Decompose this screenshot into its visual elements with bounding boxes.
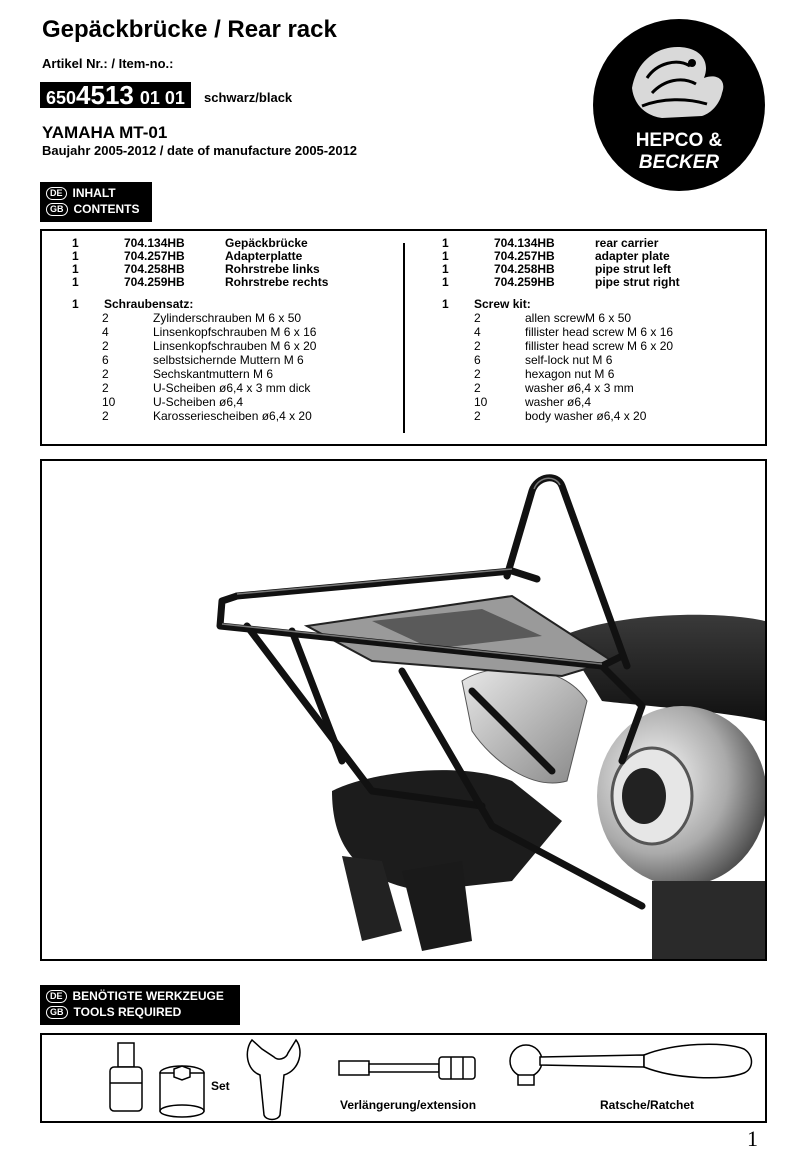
item-number-main: 4513 [76, 80, 134, 110]
part-row: 1 704.134HB rear carrier [442, 236, 659, 250]
part-row: 1 704.259HB Rohrstrebe rechts [72, 275, 329, 289]
extension-label: Verlängerung/extension [340, 1098, 477, 1112]
screw-row: 2 Linsenkopfschrauben M 6 x 20 [102, 339, 317, 353]
screw-row: 2 Zylinderschrauben M 6 x 50 [102, 311, 302, 325]
part-row: 1 704.258HB pipe strut left [442, 262, 672, 276]
contents-de-column [72, 237, 392, 423]
tools-de-heading: BENÖTIGTE WERKZEUGE [72, 989, 224, 1003]
item-number-label: Artikel Nr.: / Item-no.: [42, 56, 174, 71]
manufacture-year: Baujahr 2005-2012 / date of manufacture 2005-2012 [42, 143, 358, 158]
tools-section-bar [40, 985, 240, 1025]
ratchet-icon [504, 1039, 754, 1089]
page-title: Gepäckbrücke / Rear rack [42, 16, 337, 43]
screw-row: 2 washer ø6,4 x 3 mm [474, 381, 634, 395]
tools-gb-heading: TOOLS REQUIRED [73, 1005, 182, 1019]
screw-row: 10 U-Scheiben ø6,4 [102, 395, 244, 409]
logo-line2: BECKER [638, 152, 720, 173]
screw-row: 4 fillister head screw M 6 x 16 [474, 325, 674, 339]
brand-logo [592, 18, 766, 192]
gb-flag: GB [46, 203, 68, 216]
contents-de-heading: INHALT [72, 186, 116, 200]
item-number-prefix: 650 [46, 88, 77, 108]
wrench-icon [242, 1035, 312, 1123]
part-row: 1 704.134HB Gepäckbrücke [72, 236, 308, 250]
item-number-suffix: 01 01 [139, 88, 185, 108]
screw-row: 2 Sechskantmuttern M 6 [102, 367, 274, 381]
tools-box [40, 1033, 767, 1123]
set-label: Set [211, 1079, 230, 1093]
part-row: 1 704.258HB Rohrstrebe links [72, 262, 320, 276]
screw-row: 2 U-Scheiben ø6,4 x 3 mm dick [102, 381, 311, 395]
extension-bar-icon [337, 1049, 487, 1089]
part-row: 1 704.257HB adapter plate [442, 249, 670, 263]
part-row: 1 704.259HB pipe strut right [442, 275, 680, 289]
contents-section-bar [40, 182, 152, 222]
de-flag: DE [46, 990, 67, 1003]
contents-divider [403, 243, 405, 433]
part-row: 1 704.257HB Adapterplatte [72, 249, 303, 263]
model-name: YAMAHA MT-01 [42, 123, 168, 142]
screw-row: 6 selbstsichernde Muttern M 6 [102, 353, 304, 367]
color-label: schwarz/black [204, 90, 293, 105]
screw-row: 6 self-lock nut M 6 [474, 353, 613, 367]
de-flag: DE [46, 187, 67, 200]
contents-gb-column [442, 237, 762, 423]
ratchet-label: Ratsche/Ratchet [600, 1098, 695, 1112]
screw-row: 2 hexagon nut M 6 [474, 367, 615, 381]
screw-row: 10 washer ø6,4 [474, 395, 592, 409]
product-photo [40, 459, 767, 961]
screw-row: 2 allen screwM 6 x 50 [474, 311, 632, 325]
logo-line1: HEPCO & [635, 130, 723, 151]
contents-box [40, 229, 767, 446]
item-number [40, 82, 191, 108]
screw-row: 2 body washer ø6,4 x 20 [474, 409, 647, 423]
screw-row: 2 fillister head screw M 6 x 20 [474, 339, 674, 353]
gb-flag: GB [46, 1006, 68, 1019]
contents-gb-heading: CONTENTS [73, 202, 140, 216]
screw-kit-heading: 1 Screw kit: [442, 297, 531, 311]
page-number: 1 [747, 1126, 758, 1151]
screw-kit-heading: 1 Schraubensatz: [72, 297, 194, 311]
screw-row: 2 Karosseriescheiben ø6,4 x 20 [102, 409, 312, 423]
socket-set-icon [102, 1039, 222, 1119]
screw-row: 4 Linsenkopfschrauben M 6 x 16 [102, 325, 317, 339]
